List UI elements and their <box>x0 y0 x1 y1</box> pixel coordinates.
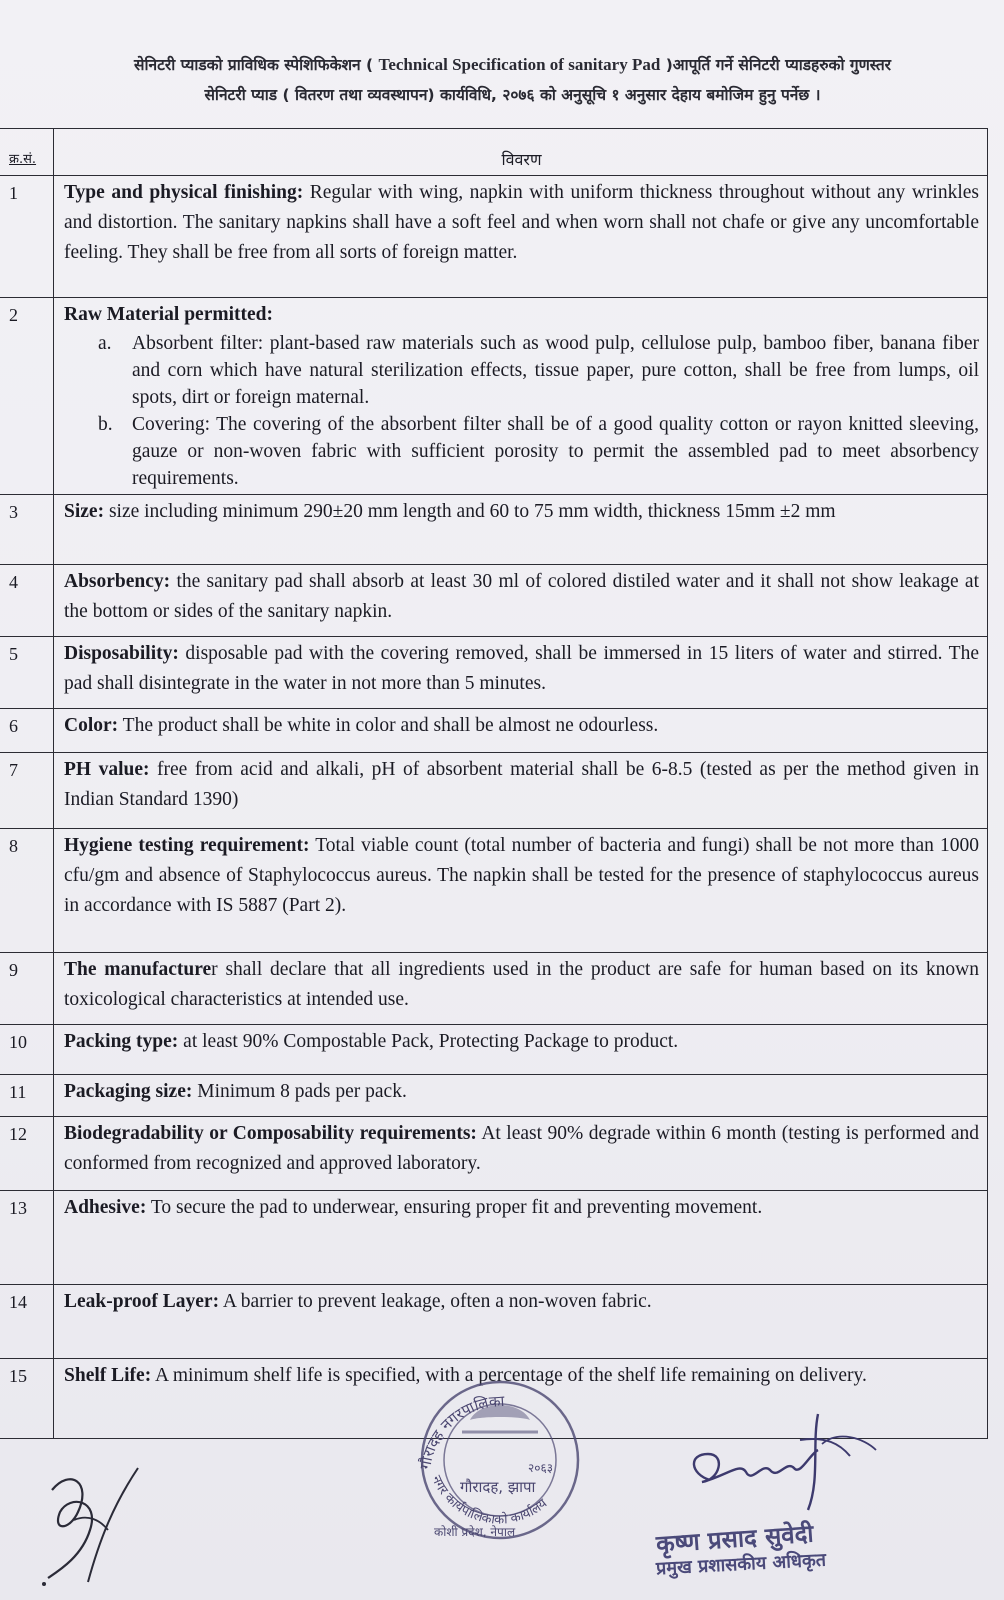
row-number: 5 <box>0 637 54 709</box>
row-number: 8 <box>0 829 54 953</box>
row-description <box>54 298 988 495</box>
table-row <box>0 1191 988 1285</box>
row-description <box>54 709 988 753</box>
row-number: 13 <box>0 1191 54 1285</box>
row-title: Packaging size: <box>64 1081 193 1102</box>
row-number: 1 <box>0 176 54 298</box>
sub-item <box>98 411 979 492</box>
seal-ring-bottom-text: नगर कार्यपालिकाको कार्यालय <box>428 1473 551 1528</box>
row-number: 3 <box>0 495 54 565</box>
row-description <box>54 1117 988 1191</box>
row-text: At least 90% degrade within 6 month (testing is performed and conformed from recognized and approved laboratory. <box>64 1123 979 1174</box>
row-description <box>54 637 988 709</box>
row-title: Color: <box>64 715 119 736</box>
specification-table <box>0 128 988 1439</box>
row-description <box>54 565 988 637</box>
row-text: r shall declare that all ingredients used in the product are safe for human based on its known toxicological characteristics at intended use. <box>64 959 979 1010</box>
row-number: 4 <box>0 565 54 637</box>
row-title: Size: <box>64 501 105 522</box>
row-description <box>54 1191 988 1285</box>
row-number: 12 <box>0 1117 54 1191</box>
row-title: PH value: <box>64 759 150 780</box>
table-row <box>0 953 988 1025</box>
row-number: 2 <box>0 298 54 495</box>
row-title: Hygiene testing requirement: <box>64 835 310 856</box>
row-description <box>54 1075 988 1117</box>
officer-signature-block <box>650 1410 930 1580</box>
table-row <box>0 709 988 753</box>
row-number: 15 <box>0 1359 54 1439</box>
row-title: Disposability: <box>64 643 179 664</box>
table-row <box>0 1285 988 1359</box>
row-number: 14 <box>0 1285 54 1359</box>
table-row <box>0 176 988 298</box>
sub-item-text: Absorbent filter: plant-based raw materials such as wood pulp, cellulose pulp, bamboo fiber, banana fiber and corn which have natural sterilization effects, tissue paper, pure cotton, shall be free from lumps, oil spots, dirt or foreign maternal. <box>132 333 979 408</box>
row-text: A minimum shelf life is specified, with a percentage of the shelf life remaining on delivery. <box>151 1365 867 1386</box>
row-description <box>54 1285 988 1359</box>
row-text: To secure the pad to underwear, ensuring proper fit and preventing movement. <box>146 1197 763 1218</box>
seal-year-text: २०६३ <box>528 1461 553 1475</box>
row-text: Total viable count (total number of bacteria and fungi) shall be not more than 1000 cfu/gm and absence of Staphylococcus aureus. The napkin shall be tested for the presence of staphylococcus aureus in accordance with IS 5887 (Part 2). <box>64 835 979 916</box>
row-description <box>54 829 988 953</box>
row-text: Minimum 8 pads per pack. <box>192 1081 407 1102</box>
row-text: size including minimum 290±20 mm length and 60 to 75 mm width, thickness 15mm ±2 mm <box>104 501 836 522</box>
seal-footer-text: कोशी प्रदेश, नेपाल <box>434 1525 516 1539</box>
header-line-2: सेनिटरी प्याड ( वितरण तथा व्यवस्थापन) कार्यविधि, २०७६ को अनुसूचि १ अनुसार देहाय बमोजिम हुनु पर्नेछ । <box>204 86 821 104</box>
table-row <box>0 753 988 829</box>
row-text: free from acid and alkali, pH of absorbent material shall be 6-8.5 (tested as per the method given in Indian Standard 1390) <box>64 759 979 810</box>
row-text: at least 90% Compostable Pack, Protecting Package to product. <box>178 1031 679 1052</box>
row-description <box>54 753 988 829</box>
row-number: 7 <box>0 753 54 829</box>
header-line-1-post: )आपूर्ति गर्ने सेनिटरी प्याडहरुको गुणस्तर <box>665 56 891 74</box>
officer-designation: प्रमुख प्रशासकीय अधिकृत <box>655 1549 827 1580</box>
table-header-row <box>0 129 988 176</box>
table-row <box>0 1025 988 1075</box>
document-header <box>40 50 985 110</box>
sub-item-marker: a. <box>98 333 112 354</box>
seal-place-text: गौरादह, झापा <box>460 1478 536 1496</box>
sub-item-text: Covering: The covering of the absorbent filter shall be of a good quality cotton or rayon knitted sleeving, gauze or non-woven fabric with sufficient porosity to permit the assembled pad to meet absorbency requirements. <box>132 414 979 489</box>
officer-signature-mark <box>650 1410 930 1520</box>
row-description <box>54 176 988 298</box>
sub-item <box>98 330 979 411</box>
sub-item-list <box>64 330 979 492</box>
table-row <box>0 1117 988 1191</box>
row-text: disposable pad with the covering removed, shall be immersed in 15 liters of water and stirred. The pad shall disintegrate in the water in not more than 5 minutes. <box>64 643 979 694</box>
table-row <box>0 565 988 637</box>
table-row <box>0 1075 988 1117</box>
table-row <box>0 829 988 953</box>
row-description <box>54 1025 988 1075</box>
row-number: 11 <box>0 1075 54 1117</box>
header-line-1-pre: सेनिटरी प्याडको प्राविधिक स्पेशिफिकेशन ( <box>134 56 374 74</box>
row-number: 6 <box>0 709 54 753</box>
row-title: Packing type: <box>64 1031 179 1052</box>
table-row <box>0 495 988 565</box>
table-body <box>0 176 988 1439</box>
row-description <box>54 495 988 565</box>
table-row <box>0 298 988 495</box>
row-number: 9 <box>0 953 54 1025</box>
header-english-title: Technical Specification of sanitary Pad <box>378 55 661 74</box>
row-title: Raw Material permitted: <box>64 304 274 325</box>
column-header-serial: क्र.सं. <box>0 129 54 176</box>
left-signature-mark <box>30 1460 160 1590</box>
row-text: the sanitary pad shall absorb at least 30 ml of colored distiled water and it shall not show leakage at the bottom or sides of the sanitary napkin. <box>64 571 979 622</box>
row-title: Biodegradability or Composability requirements: <box>64 1123 477 1144</box>
row-number: 10 <box>0 1025 54 1075</box>
row-title: The manufacture <box>64 959 212 980</box>
table-row <box>0 637 988 709</box>
row-text: Regular with wing, napkin with uniform thickness throughout without any wrinkles and distortion. The sanitary napkins shall have a soft feel and when worn shall not chafe or give any uncomfortable feeling. They shall be free from all sorts of foreign matter. <box>64 182 979 263</box>
row-title: Shelf Life: <box>64 1365 152 1386</box>
sub-item-marker: b. <box>98 414 113 435</box>
row-text: A barrier to prevent leakage, often a non-woven fabric. <box>219 1291 652 1312</box>
row-text: The product shall be white in color and shall be almost ne odourless. <box>118 715 659 736</box>
official-seal <box>400 1360 600 1550</box>
seal-ring-top-text: गौरादह नगरपालिका <box>416 1391 505 1471</box>
row-title: Type and physical finishing: <box>64 182 304 203</box>
header-line-1 <box>40 50 985 80</box>
officer-name: कृष्ण प्रसाद सुवेदी <box>655 1519 815 1559</box>
column-header-description: विवरण <box>54 129 988 176</box>
row-title: Leak-proof Layer: <box>64 1291 220 1312</box>
row-title: Adhesive: <box>64 1197 147 1218</box>
row-title: Absorbency: <box>64 571 171 592</box>
row-description <box>54 953 988 1025</box>
